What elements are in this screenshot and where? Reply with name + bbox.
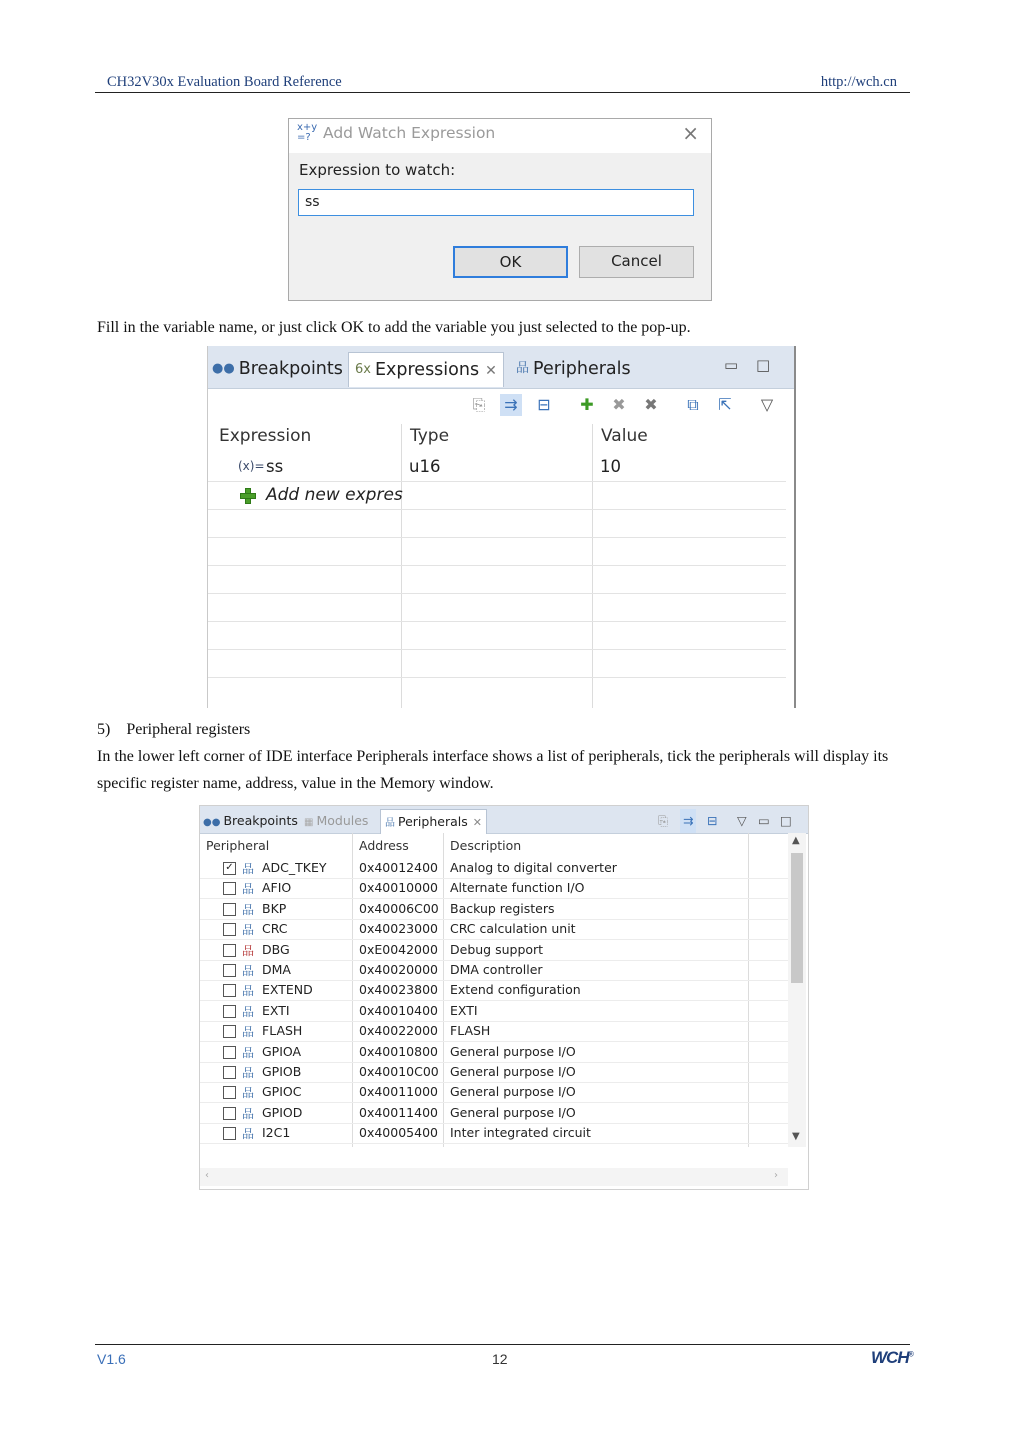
peripheral-address: 0x40005400 [359, 1125, 438, 1141]
peripheral-icon: 品 [242, 902, 255, 917]
row-line [208, 649, 786, 650]
peripheral-description: Debug support [450, 941, 544, 957]
horizontal-scrollbar[interactable] [200, 1168, 788, 1186]
peripheral-name: BKP [262, 900, 287, 916]
peripheral-address: 0xE0042000 [359, 941, 438, 957]
peripheral-name: EXTI [262, 1002, 290, 1018]
view-menu-icon[interactable]: ▽ [760, 395, 774, 414]
tab-label: Expressions [374, 360, 480, 380]
tab-label: Breakpoints [223, 813, 298, 828]
peripheral-description: Inter integrated circuit [450, 1125, 591, 1141]
scroll-right-icon[interactable]: › [774, 1170, 778, 1181]
show-logical-structure-icon[interactable]: ⇉ [680, 809, 696, 833]
peripheral-name: AFIO [262, 880, 292, 896]
peripheral-checkbox[interactable] [223, 1107, 236, 1120]
expression-type: u16 [409, 457, 441, 476]
maximize-icon[interactable]: □ [756, 356, 771, 374]
table-row[interactable] [200, 1123, 788, 1144]
table-row[interactable] [200, 858, 788, 879]
peripheral-icon: 品 [242, 862, 255, 876]
peripheral-description: DMA controller [450, 962, 543, 977]
peripheral-checkbox[interactable] [223, 964, 236, 977]
document-header-title: CH32V30x Evaluation Board Reference [107, 74, 342, 90]
table-row[interactable] [200, 1001, 788, 1022]
peripheral-address: 0x40011000 [359, 1084, 438, 1100]
column-divider [592, 424, 593, 708]
peripheral-name: GPIOB [262, 1064, 302, 1079]
row-line [208, 593, 786, 594]
peripheral-icon: 品 [242, 1004, 255, 1019]
breakpoints-icon: ●● [203, 817, 221, 828]
peripheral-icon: 品 [242, 984, 255, 999]
minimize-icon[interactable]: ▭ [758, 813, 770, 828]
show-logical-structure-icon[interactable]: ⇉ [500, 394, 522, 416]
peripherals-icon: 品 [516, 361, 530, 376]
show-type-names-icon[interactable]: ⎘ [472, 395, 486, 414]
column-header-value[interactable]: Value [601, 426, 648, 446]
ok-button[interactable]: OK [453, 246, 568, 278]
peripheral-icon: 品 [242, 964, 255, 978]
maximize-icon[interactable]: □ [780, 813, 792, 828]
table-row[interactable] [200, 980, 788, 1001]
peripheral-address: 0x40010800 [359, 1043, 438, 1059]
paragraph-peripherals: In the lower left corner of IDE interface Peripherals interface shows a list of peripherals, tick the peripherals will display its specific register name, address, value in the Memory window. [97, 748, 889, 792]
row-line [208, 481, 786, 482]
peripheral-description: General purpose I/O [450, 1084, 576, 1100]
peripherals-view [199, 805, 809, 1190]
remove-expression-icon[interactable]: ✖ [612, 395, 626, 414]
peripheral-checkbox[interactable] [223, 1086, 236, 1099]
peripheral-description: General purpose I/O [450, 1104, 576, 1120]
table-row[interactable] [200, 940, 788, 961]
new-view-icon[interactable]: ⧉ [687, 395, 699, 414]
collapse-all-icon[interactable]: ⊟ [707, 813, 718, 828]
table-row[interactable] [200, 1021, 788, 1042]
column-header-address[interactable]: Address [359, 838, 409, 853]
add-expression-icon[interactable]: ✚ [580, 395, 594, 414]
scrollbar-thumb[interactable] [791, 853, 803, 983]
table-row[interactable] [200, 919, 788, 940]
peripheral-address: 0x40012400 [359, 860, 438, 875]
dialog-titlebar [289, 119, 711, 153]
peripheral-icon: 品 [242, 923, 255, 938]
close-tab-icon[interactable]: ✕ [485, 363, 497, 379]
add-new-expression[interactable]: Add new expres [266, 485, 403, 505]
peripheral-checkbox[interactable] [223, 944, 236, 957]
show-type-names-icon[interactable]: ⎘ [658, 813, 669, 828]
peripheral-icon: 品 [242, 1025, 255, 1040]
peripheral-name: DMA [262, 962, 291, 977]
peripheral-address: 0x40023000 [359, 921, 438, 937]
watch-expression-icon: x+y =? [297, 122, 318, 143]
wch-logo: WCH® [871, 1348, 913, 1367]
logo-text: WCH [871, 1348, 909, 1367]
peripheral-name: GPIOC [262, 1084, 302, 1100]
expression-name[interactable]: ss [266, 457, 284, 476]
row-line [208, 509, 786, 510]
expressions-icon: 6x [355, 362, 371, 377]
expression-value[interactable]: 10 [600, 457, 621, 476]
tab-breakpoints[interactable] [212, 352, 343, 386]
remove-all-icon[interactable]: ✖ [644, 395, 658, 414]
peripheral-name: EXTEND [262, 982, 313, 998]
table-row[interactable] [200, 1103, 788, 1124]
tab-peripherals[interactable] [380, 809, 487, 834]
close-tab-icon[interactable]: ✕ [472, 816, 482, 829]
column-header-expression[interactable]: Expression [219, 426, 312, 446]
tab-label: Modules [316, 813, 369, 828]
column-header-description[interactable]: Description [450, 838, 522, 853]
breakpoints-icon: ●● [212, 361, 235, 376]
tab-modules[interactable] [304, 809, 368, 833]
peripheral-icon: 品 [242, 943, 255, 958]
close-icon[interactable]: × [682, 121, 699, 145]
peripheral-description: Backup registers [450, 900, 555, 916]
variable-icon: (x)= [238, 459, 265, 473]
peripheral-icon: 品 [242, 1127, 255, 1142]
row-line [208, 621, 786, 622]
add-watch-expression-dialog [288, 118, 712, 301]
peripheral-icon: 品 [242, 1066, 255, 1080]
tab-label: Breakpoints [238, 359, 343, 379]
section-title: Peripheral registers [126, 721, 251, 738]
peripheral-address: 0x40010400 [359, 1002, 438, 1018]
peripheral-checkbox[interactable] [223, 1066, 236, 1079]
view-menu-icon[interactable]: ▽ [737, 813, 747, 828]
peripheral-checkbox[interactable] [223, 923, 236, 936]
paragraph-fill-variable: Fill in the variable name, or just click OK to add the variable you just selected to the pop-up. [97, 319, 691, 336]
peripheral-description: Alternate function I/O [450, 880, 585, 896]
column-header-type[interactable]: Type [410, 426, 450, 446]
peripheral-address: 0x40023800 [359, 982, 438, 998]
peripheral-description: Analog to digital converter [450, 860, 617, 875]
section-heading [97, 716, 250, 743]
peripheral-icon: 品 [242, 1045, 255, 1060]
tab-breakpoints[interactable] [203, 809, 298, 833]
peripheral-name: FLASH [262, 1023, 303, 1039]
view-tab-bar [200, 806, 808, 834]
peripheral-name: ADC_TKEY [262, 860, 327, 875]
peripheral-address: 0x40020000 [359, 962, 438, 977]
scroll-up-icon[interactable]: ▲ [792, 835, 800, 846]
peripheral-icon: 品 [242, 1106, 255, 1121]
peripheral-name: GPIOD [262, 1104, 303, 1120]
peripheral-description: General purpose I/O [450, 1043, 576, 1059]
peripheral-description: EXTI [450, 1002, 478, 1018]
peripheral-checkbox[interactable] [223, 882, 236, 895]
peripheral-address: 0x40010000 [359, 880, 438, 896]
peripheral-icon: 品 [242, 882, 255, 897]
vertical-scrollbar[interactable] [788, 833, 806, 1147]
header-rule [95, 92, 910, 93]
peripheral-checkbox[interactable] [223, 1046, 236, 1059]
row-line [208, 565, 786, 566]
peripheral-checkbox[interactable] [223, 1025, 236, 1038]
page-number: 12 [492, 1351, 508, 1367]
row-line [208, 677, 786, 678]
tab-peripherals[interactable] [516, 352, 631, 386]
peripheral-checkbox[interactable] [223, 903, 236, 916]
peripheral-description: General purpose I/O [450, 1064, 576, 1079]
tab-label: Peripherals [533, 359, 631, 379]
peripheral-description: CRC calculation unit [450, 921, 576, 937]
peripherals-icon: 品 [385, 818, 395, 829]
scroll-down-icon[interactable]: ▼ [792, 1131, 800, 1142]
peripheral-checkbox[interactable] [223, 1127, 236, 1140]
table-row[interactable] [200, 1042, 788, 1063]
expression-input[interactable]: ss [298, 189, 694, 216]
expression-label: Expression to watch: [299, 161, 456, 179]
minimize-icon[interactable]: ▭ [724, 356, 739, 374]
peripheral-name: DBG [262, 941, 290, 957]
pin-view-icon[interactable]: ⇱ [718, 395, 732, 414]
table-row[interactable] [200, 1082, 788, 1103]
dialog-title: Add Watch Expression [323, 124, 496, 142]
document-header-url: http://wch.cn [820, 74, 897, 90]
peripheral-checkbox[interactable] [223, 984, 236, 997]
peripheral-icon: 品 [242, 1086, 255, 1101]
peripheral-name: I2C1 [262, 1125, 291, 1141]
peripheral-checkbox[interactable] [223, 1005, 236, 1018]
table-row[interactable] [200, 1062, 788, 1083]
row-line [208, 537, 786, 538]
peripheral-checkbox[interactable]: ✓ [223, 862, 236, 875]
peripheral-address: 0x40022000 [359, 1023, 438, 1039]
peripheral-address: 0x40006C00 [359, 900, 439, 916]
table-row[interactable] [200, 899, 788, 920]
add-icon [240, 488, 256, 504]
tab-expressions[interactable] [348, 352, 504, 387]
cancel-button[interactable]: Cancel [579, 246, 694, 278]
peripheral-name: CRC [262, 921, 288, 937]
scroll-left-icon[interactable]: ‹ [205, 1170, 209, 1181]
column-divider [401, 424, 402, 708]
peripheral-description: FLASH [450, 1023, 491, 1039]
peripheral-description: Extend configuration [450, 982, 581, 998]
table-row[interactable] [200, 878, 788, 899]
footer-rule [95, 1344, 910, 1345]
peripheral-address: 0x40010C00 [359, 1064, 439, 1079]
peripheral-address: 0x40011400 [359, 1104, 438, 1120]
column-header-peripheral[interactable]: Peripheral [206, 838, 270, 853]
collapse-all-icon[interactable]: ⊟ [537, 395, 551, 414]
section-number: 5) [97, 721, 111, 738]
view-tab-bar [208, 346, 794, 389]
expressions-view [207, 346, 796, 708]
peripheral-name: GPIOA [262, 1043, 302, 1059]
document-version: V1.6 [97, 1351, 126, 1367]
table-row[interactable] [200, 960, 788, 981]
modules-icon: ▦ [304, 817, 314, 828]
tab-label: Peripherals [398, 814, 468, 829]
